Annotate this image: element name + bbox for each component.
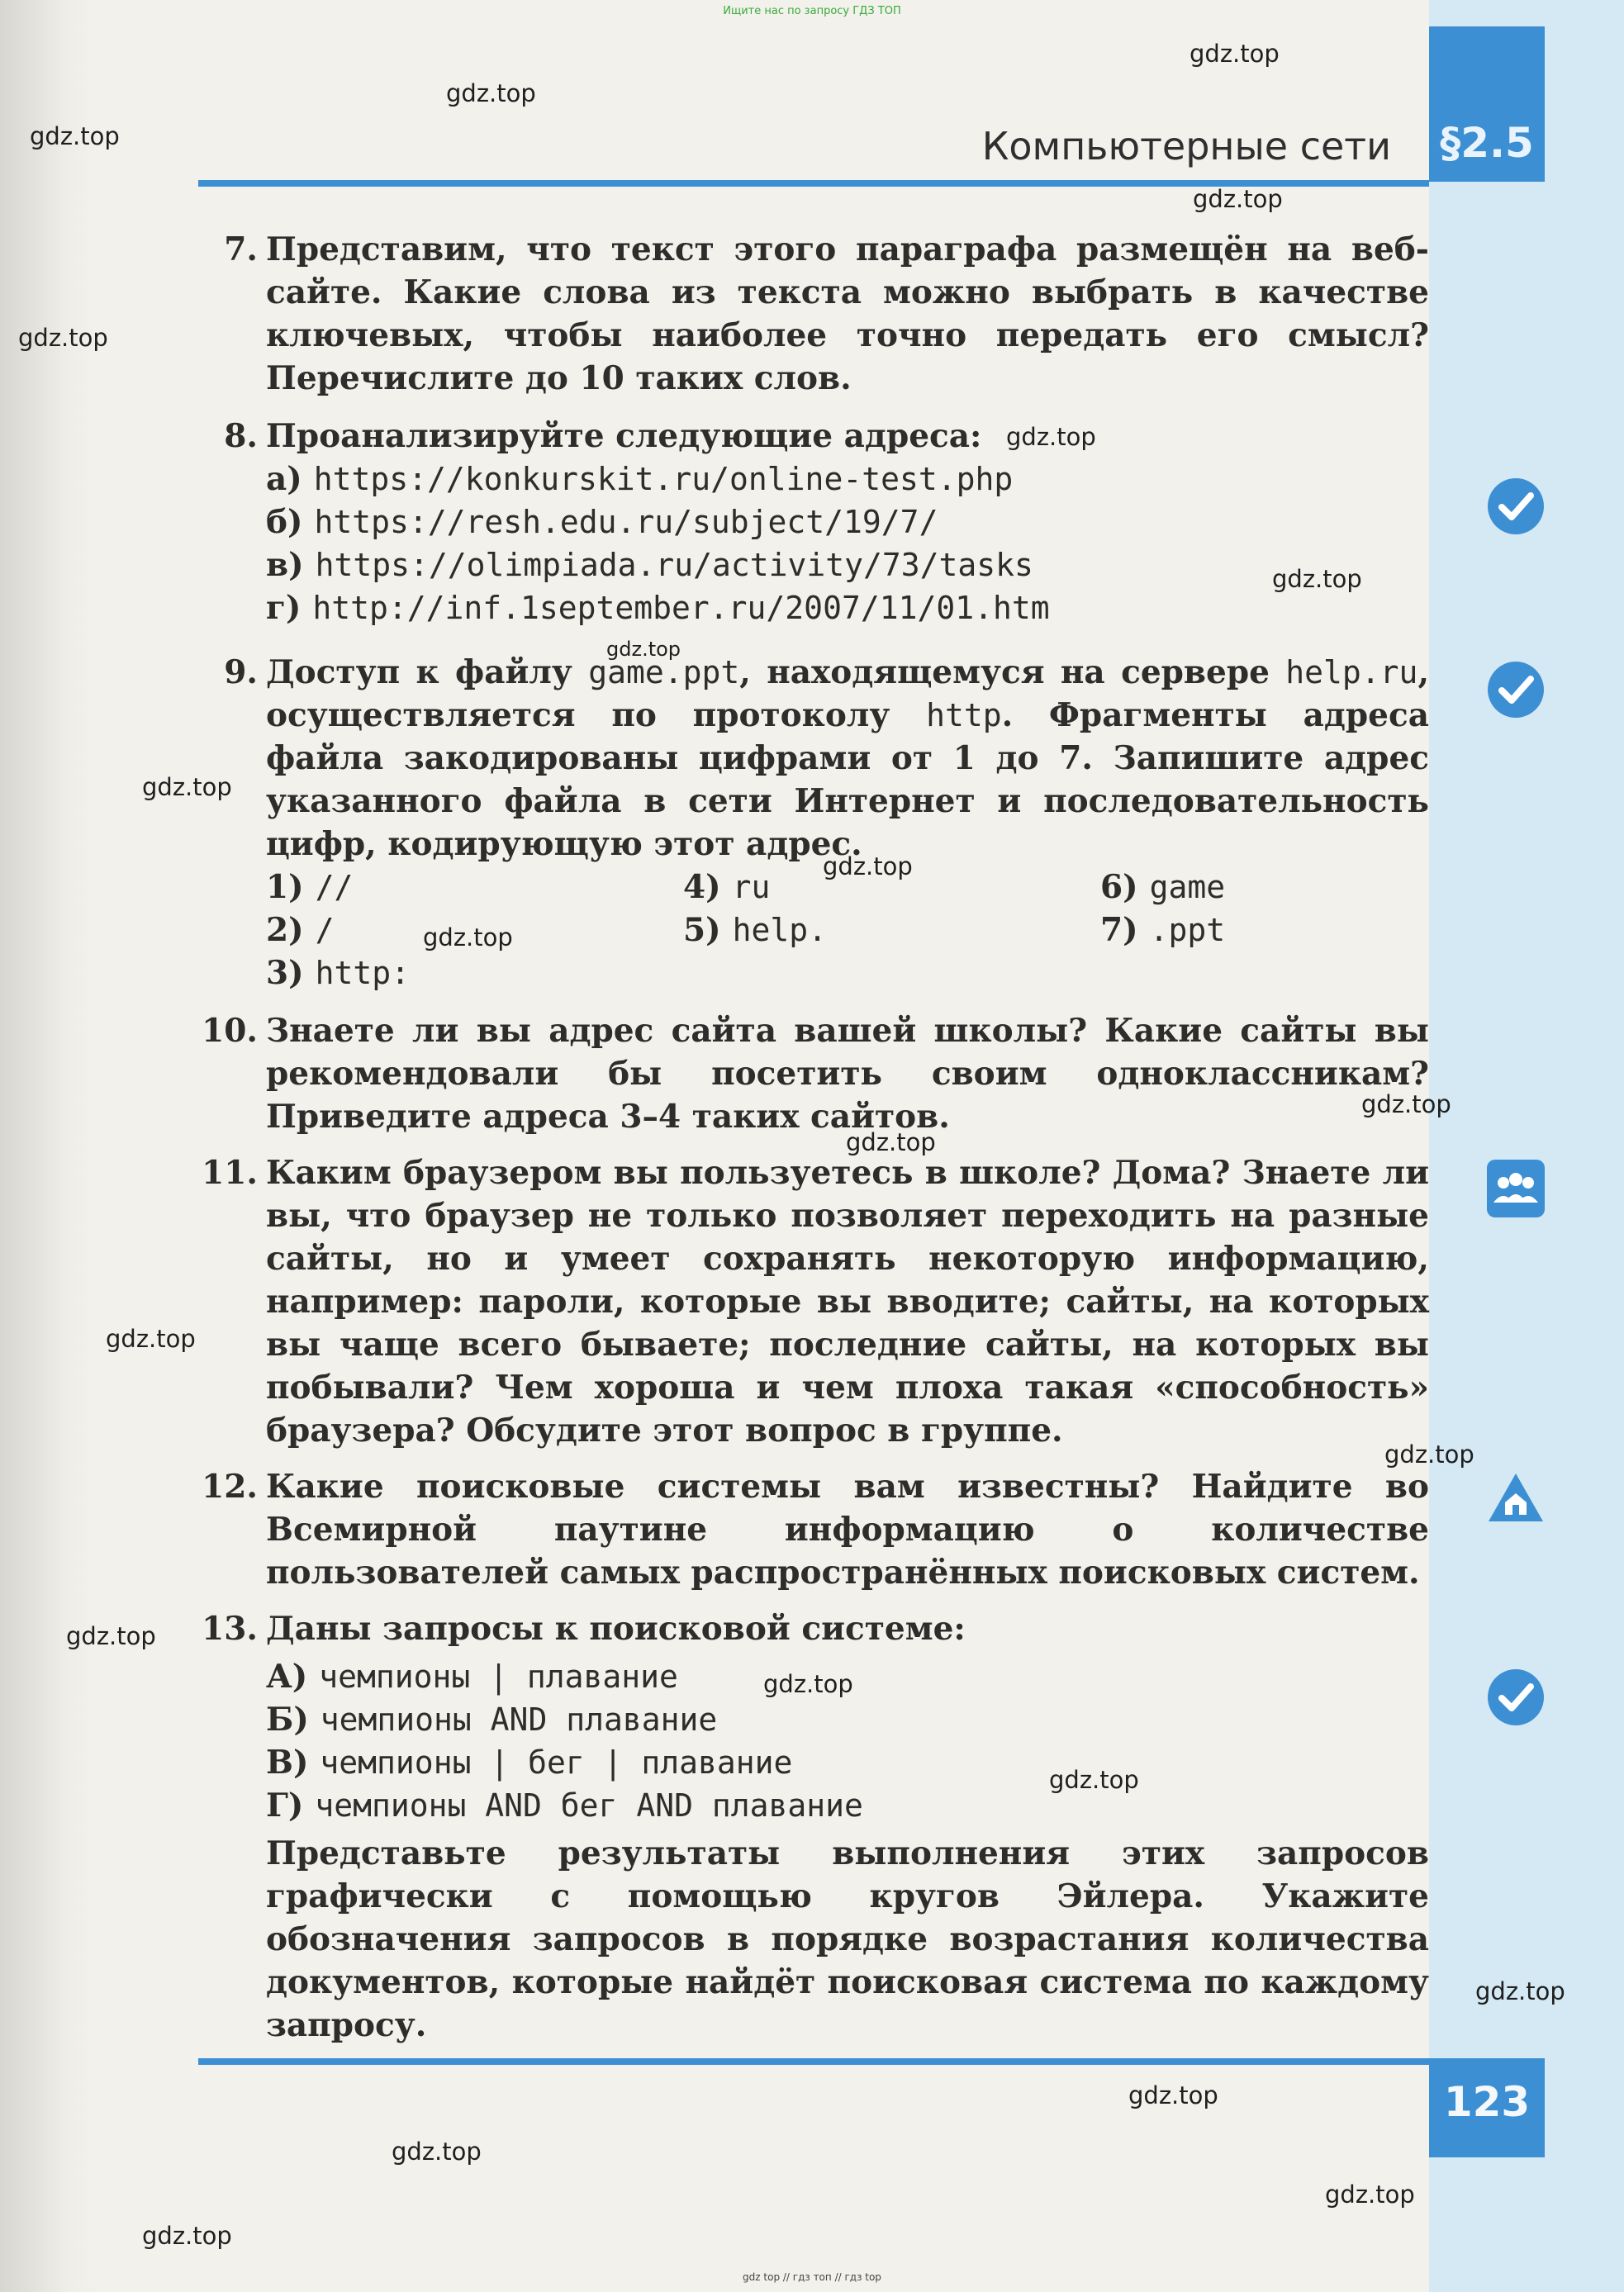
section-label: §2.5 — [1440, 119, 1534, 167]
task-number: 12. — [202, 1468, 258, 1506]
check-circle-icon — [1487, 1668, 1545, 1726]
watermark: gdz.top — [763, 1670, 853, 1698]
watermark: gdz.top — [446, 79, 536, 107]
code-item: 5) help. — [683, 911, 827, 949]
group-icon — [1487, 1160, 1545, 1217]
task-12 — [198, 1465, 1429, 1594]
code-item: 7) .ppt — [1100, 911, 1226, 949]
query-item: А) чемпионы | плавание — [266, 1658, 678, 1696]
home-icon — [1487, 1470, 1545, 1528]
bottom-note: gdz top // гдз топ // гдз top — [743, 2271, 881, 2283]
margin-band — [1429, 0, 1624, 2292]
task-number: 9. — [224, 653, 258, 691]
task-number: 8. — [224, 417, 258, 455]
watermark: gdz.top — [30, 122, 120, 150]
code-fragment: help.ru — [1285, 654, 1418, 690]
watermark: gdz.top — [392, 2138, 482, 2166]
task-text: Доступ к файлу game.ppt, находящемуся на сервере help.ru, осуществляется по протоколу http. Фрагменты адреса файла закодированы цифрами от 1 до 7. Запишите адрес указанного файла в сети Интернет и последовательность цифр, кодирующую этот адрес. — [266, 653, 1430, 863]
query-item: Г) чемпионы AND бег AND плавание — [266, 1787, 863, 1825]
code-item: 3) http: — [266, 954, 410, 992]
top-note: Ищите нас по запросу ГДЗ ТОП — [723, 5, 901, 17]
watermark: gdz.top — [1475, 1977, 1565, 2005]
page-number-tab — [1429, 2058, 1545, 2157]
task-text: Представим, что текст этого параграфа размещён на веб-сайте. Какие слова из текста можно выбрать в качестве ключевых, чтобы наиболее точно передать его смысл? Перечислите до 10 таких слов. — [266, 230, 1429, 397]
watermark: gdz.top — [18, 324, 108, 352]
watermark: gdz.top — [1128, 2081, 1218, 2109]
watermark: gdz.top — [1049, 1766, 1139, 1794]
task-number: 11. — [202, 1154, 258, 1192]
watermark: gdz.top — [66, 1622, 156, 1650]
task-text: Какие поисковые системы вам известны? Найдите во Всемирной паутине информацию о количестве пользователей самых распространённых поисковых систем. — [266, 1468, 1429, 1592]
code-fragment: game.ppt — [588, 654, 740, 690]
task-text: Проанализируйте следующие адреса: — [266, 417, 982, 455]
watermark: gdz.top — [1190, 40, 1280, 68]
address-item: г) http://inf.1september.ru/2007/11/01.htm — [266, 589, 1050, 627]
query-item: В) чемпионы | бег | плавание — [266, 1744, 793, 1782]
code-item: 2) / — [266, 911, 335, 949]
code-item: 1) // — [266, 868, 354, 906]
task-11 — [198, 1151, 1429, 1452]
watermark: gdz.top — [142, 773, 232, 801]
check-circle-icon — [1487, 477, 1545, 535]
task-number: 13. — [202, 1610, 258, 1648]
chapter-title: Компьютерные сети — [981, 124, 1391, 168]
watermark: gdz.top — [606, 638, 681, 661]
address-item: в) https://olimpiada.ru/activity/73/tasks — [266, 546, 1033, 584]
watermark: gdz.top — [106, 1325, 196, 1353]
task-8 — [198, 415, 1429, 629]
page-number: 123 — [1443, 2078, 1531, 2126]
code-item: 6) game — [1100, 868, 1226, 906]
address-item: б) https://resh.edu.ru/subject/19/7/ — [266, 503, 938, 541]
watermark: gdz.top — [1193, 185, 1283, 213]
task-text: Даны запросы к поисковой системе: — [266, 1610, 966, 1648]
task-number: 10. — [202, 1012, 258, 1050]
watermark: gdz.top — [1325, 2180, 1415, 2209]
task-text: Представьте результаты выполнения этих запросов графически с помощью кругов Эйлера. Укажите обозначения запросов в порядке возрастания количества документов, которые найдёт поисковая система по каждому запросу. — [266, 1834, 1429, 2044]
task-7 — [198, 228, 1429, 400]
task-text: Знаете ли вы адрес сайта вашей школы? Какие сайты вы рекомендовали бы посетить своим одноклассникам? Приведите адреса 3–4 таких сайтов. — [266, 1012, 1429, 1136]
watermark: gdz.top — [1384, 1440, 1474, 1469]
watermark: gdz.top — [423, 923, 513, 951]
task-number: 7. — [224, 230, 258, 268]
watermark: gdz.top — [142, 2222, 232, 2250]
address-item: а) https://konkurskit.ru/online-test.php — [266, 460, 1014, 498]
watermark: gdz.top — [823, 852, 913, 880]
task-9 — [198, 651, 1429, 994]
watermark: gdz.top — [1006, 423, 1096, 451]
check-circle-icon — [1487, 661, 1545, 719]
watermark: gdz.top — [1272, 565, 1362, 593]
code-item: 4) ru — [683, 868, 771, 906]
task-10 — [198, 1009, 1429, 1138]
watermark: gdz.top — [1361, 1090, 1451, 1118]
footer-rule — [198, 2058, 1429, 2065]
section-tab — [1429, 26, 1545, 182]
query-item: Б) чемпионы AND плавание — [266, 1701, 718, 1739]
task-text: Каким браузером вы пользуетесь в школе? Дома? Знаете ли вы, что браузер не только позволяет переходить на разные сайты, но и умеет сохранять некоторую информацию, например: пароли, которые вы вводите; сайты, на которых вы чаще всего бываете; последние сайты, на которых вы побывали? Чем хороша и чем плоха такая «способность» браузера? Обсудите этот вопрос в группе. — [266, 1154, 1429, 1450]
code-fragment: http — [926, 697, 1002, 733]
watermark: gdz.top — [846, 1128, 936, 1156]
